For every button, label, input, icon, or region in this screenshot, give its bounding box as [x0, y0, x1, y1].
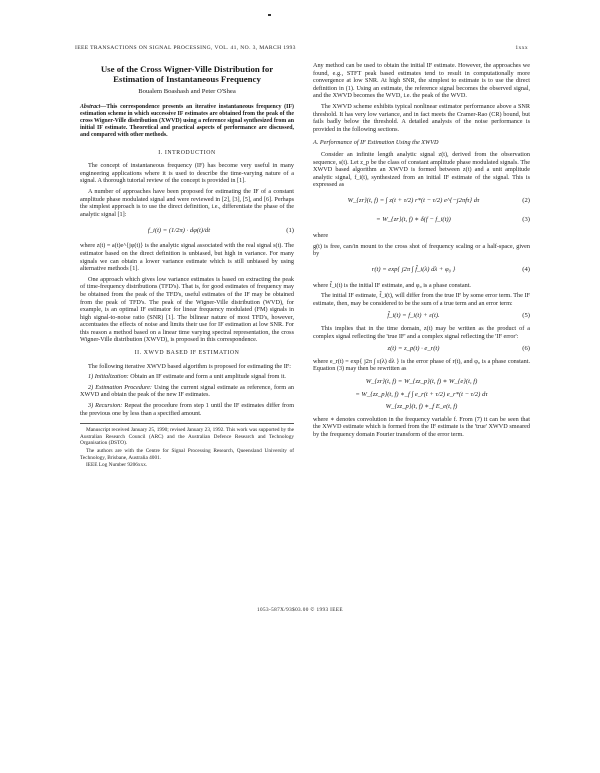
intro-paragraph-1: The concept of instantaneous frequency (IF) has become very useful in many engineering applications where it is used to describe the time-varying nature of a signal. A thorough tutorial review of the concept is provided in [1].	[80, 162, 294, 185]
section-heading-xwvd: II. XWVD BASED IF ESTIMATION	[134, 350, 240, 357]
section2-paragraph-1: The following iterative XWVD based algorithm is proposed for estimating the IF:	[88, 362, 291, 370]
right-paragraph-4: g(t) is free, can/in mount to the cross shot of frequency scaling or a half-space, given by	[313, 242, 530, 258]
equation-2-expression: W_{zr}(t, f) = ∫ z(t + τ/2) r*(t − τ/2) e^{−j2πfτ} dτ	[347, 197, 480, 205]
equation-7-line-3	[313, 403, 530, 411]
right-paragraph-7: This implies that in the time domain, z(t) may be written as the product of a complex signal reflecting the 'true IF' and a complex signal reflecting the 'IF error':	[313, 325, 530, 340]
abstract-text: This correspondence presents an iterative instantaneous frequency (IF) estimation scheme in which successive IF estimates are obtained from the peak of the cross Wigner-Ville distribution (XWVD) using a reference signal synthesized from an initial IF estimate. Theoretical and practical aspects of performance are discussed, and compared with other methods.	[80, 103, 294, 139]
equation-5-number: (5)	[522, 312, 530, 320]
right-paragraph-9: where ∗ denotes convolution in the frequency variable f. From (7) it can be seen that the XWVD estimate which is formed from the IF estimate is the 'true' XWVD smeared by the frequency domain Fourier transform of the error term.	[313, 415, 530, 438]
left-column	[80, 62, 294, 470]
right-paragraph-5: where f̂_i(t) is the initial IF estimate, and φ₀ is a phase constant.	[313, 281, 471, 289]
equation-7a-expression: W_{zr}(t, f) = W_{zz_p}(t, f) ∗ W_{e}(t, f)	[365, 378, 478, 386]
equation-1-expression: f_i(t) = (1/2π) · dφ(t)/dt	[147, 226, 211, 234]
page-number: 1xxx	[515, 45, 528, 51]
right-paragraph-8: where e_r(t) = exp{ j2π ∫ ε(λ) dλ } is the error phase of r(t), and φ₀ is a phase constant. Equation (3) may then be rewritten as	[313, 357, 530, 373]
scan-speck-mark	[268, 14, 271, 16]
equation-6-number: (6)	[522, 345, 530, 353]
equation-7b-expression: = W_{zz_p}(t, f) ∗_f ∫ e_r(t + τ/2) e_r*(t − τ/2) dτ	[355, 390, 488, 398]
right-column	[313, 62, 530, 442]
right-paragraph-2: The XWVD scheme exhibits typical nonlinear estimator performance above a SNR threshold. It has very low variance, and in fact meets the Cramer-Rao (CR) bound, but fails badly below the threshold. A detailed analysis of the noise performance is provided in the following sections.	[313, 102, 530, 133]
equation-3-expression: = W_{zr}(t, f) ∗ δ(f − f_i(t))	[376, 216, 451, 224]
equation-7-line-1	[313, 378, 530, 386]
equation-6	[313, 345, 530, 353]
equation-4-expression: r(t) = exp{ j2π ∫ f̂_i(λ) dλ + φ₀ }	[371, 265, 456, 273]
equation-1-number: (1)	[286, 226, 294, 234]
intro-paragraph-3: where z(t) = a(t)e^{jφ(t)} is the analytic signal associated with the real signal s(t). The estimator based on the direct definition is unbiased, but high in variance. For many signals we can obtain a lower variance estimate which is still unbiased by using alternative methods [1].	[80, 242, 294, 273]
section-heading-introduction: I. INTRODUCTION	[158, 149, 216, 156]
equation-4	[313, 263, 530, 277]
equation-4-number: (4)	[522, 265, 530, 273]
paper-authors: Boualem Boashash and Peter O'Shea	[138, 88, 236, 95]
equation-6-expression: z(t) = z_p(t) · e_r(t)	[387, 345, 440, 353]
footnotes	[80, 423, 294, 469]
intro-paragraph-4: One approach which gives low variance estimates is based on extracting the peak of time-frequency distributions (TFD's). That is, for good estimates of frequency may be obtained from the peak of the TFD's, useful estimates of the IF may be obtained from the peak of TFD's. The peak of the Wigner-Ville distribution (WVD), for example, is an optimal IF estimator for linear frequency modulated (FM) signals in high signal-to-noise ratio (SNR) [1]. The bilinear nature of most TFD's, however, accentuates the effects of noise and limits their use for IF estimation at low SNR. For this reason a method based on a linear time varying spectral representation, the cross Wigner-Ville distribution (XWVD), is proposed in this correspondence.	[80, 275, 294, 344]
step-1-text: Obtain an IF estimate and form a unit amplitude signal from it.	[130, 373, 286, 381]
equation-2-number: (2)	[522, 197, 530, 205]
journal-name: IEEE TRANSACTIONS ON SIGNAL PROCESSING, VOL. 41, NO. 3, MARCH 1993	[75, 45, 296, 51]
algorithm-step-1	[80, 373, 294, 381]
right-paragraph-1: Any method can be used to obtain the initial IF estimate. However, the approaches we found, e.g., STFT peak based estimates tend to result in computationally more convergence at low SNR. At high SNR, the simplest to estimate is to use the direct definition in (1). Using an estimate, the reference signal becomes the observed signal, and the XWVD becomes the WVD, i.e. the peak of the WVD.	[313, 62, 530, 100]
algorithm-step-2	[80, 384, 294, 399]
where-label: where	[313, 231, 329, 239]
abstract	[80, 104, 294, 140]
abstract-lead: Abstract—	[80, 103, 107, 110]
equation-3-number: (3)	[522, 216, 530, 224]
equation-3	[313, 213, 530, 227]
equation-5-expression: f̂_i(t) = f_i(t) + ε(t).	[387, 312, 440, 320]
right-paragraph-6: The initial IF estimate, f̂_i(t), will differ from the true IF by some error term. The IF estimate, then, may be considered to be the sum of a true term and an error term:	[313, 292, 530, 307]
algorithm-step-3	[80, 402, 294, 417]
equation-5	[313, 312, 530, 320]
subsection-heading-performance: A. Performance of IF Estimation Using the XWVD	[313, 139, 439, 147]
equation-2	[313, 194, 530, 208]
intro-paragraph-2: A number of approaches have been proposed for estimating the IF of a constant amplitude phase modulated signal and were reviewed in [2], [3], [5], and [6]. Perhaps the simplest approach is to use the direct definition, i.e., differentiate the phase of the analytic signal [1]:	[80, 187, 294, 218]
step-2-text: Using the current signal estimate as reference, form an XWVD and obtain the peak of the new IF estimates.	[80, 383, 294, 399]
footnote-manuscript: Manuscript received January 25, 1990; revised January 23, 1992. This work was supported by the Australian Research Council (ARC) and the Australian Defence Research and Technology Organisation (DSTO).	[80, 427, 294, 447]
step-3-text: Repeat the procedure from step 1 until the IF estimates differ from the previous one by less than a specified amount.	[80, 402, 295, 417]
footnote-log-number: IEEE Log Number 9206xxx.	[86, 462, 148, 469]
step-1-lead: 1) Initialization:	[88, 373, 129, 381]
paper-title: Use of the Cross Wigner-Ville Distribution for Estimation of Instantaneous Frequency	[100, 64, 274, 84]
equation-7c-expression: W_{zz_p}(t, f) ∗_f E_e(t, f)	[385, 403, 458, 411]
step-3-lead: 3) Recursion:	[88, 402, 123, 410]
step-2-lead: 2) Estimation Procedure:	[88, 383, 152, 391]
copyright-footer: 1053-587X/93$03.00 © 1993 IEEE	[257, 607, 343, 613]
right-paragraph-3: Consider an infinite length analytic signal z(t), derived from the observation sequence, s(t). Let z_p be the class of constant amplitude phase modulated signals. The XWVD based algorithm an XWVD is formed between z(t) and a unit amplitude analytic signal, f_i(t), synthesized from an initial IF estimate of the signal. This is expressed as	[313, 150, 530, 189]
equation-1	[80, 223, 294, 237]
running-head	[75, 45, 528, 55]
footnote-affiliation: The authors are with the Centre for Signal Processing Research, Queensland University of Technology, Brisbane, Australia 4001.	[80, 448, 294, 461]
equation-7-line-2	[313, 391, 530, 399]
